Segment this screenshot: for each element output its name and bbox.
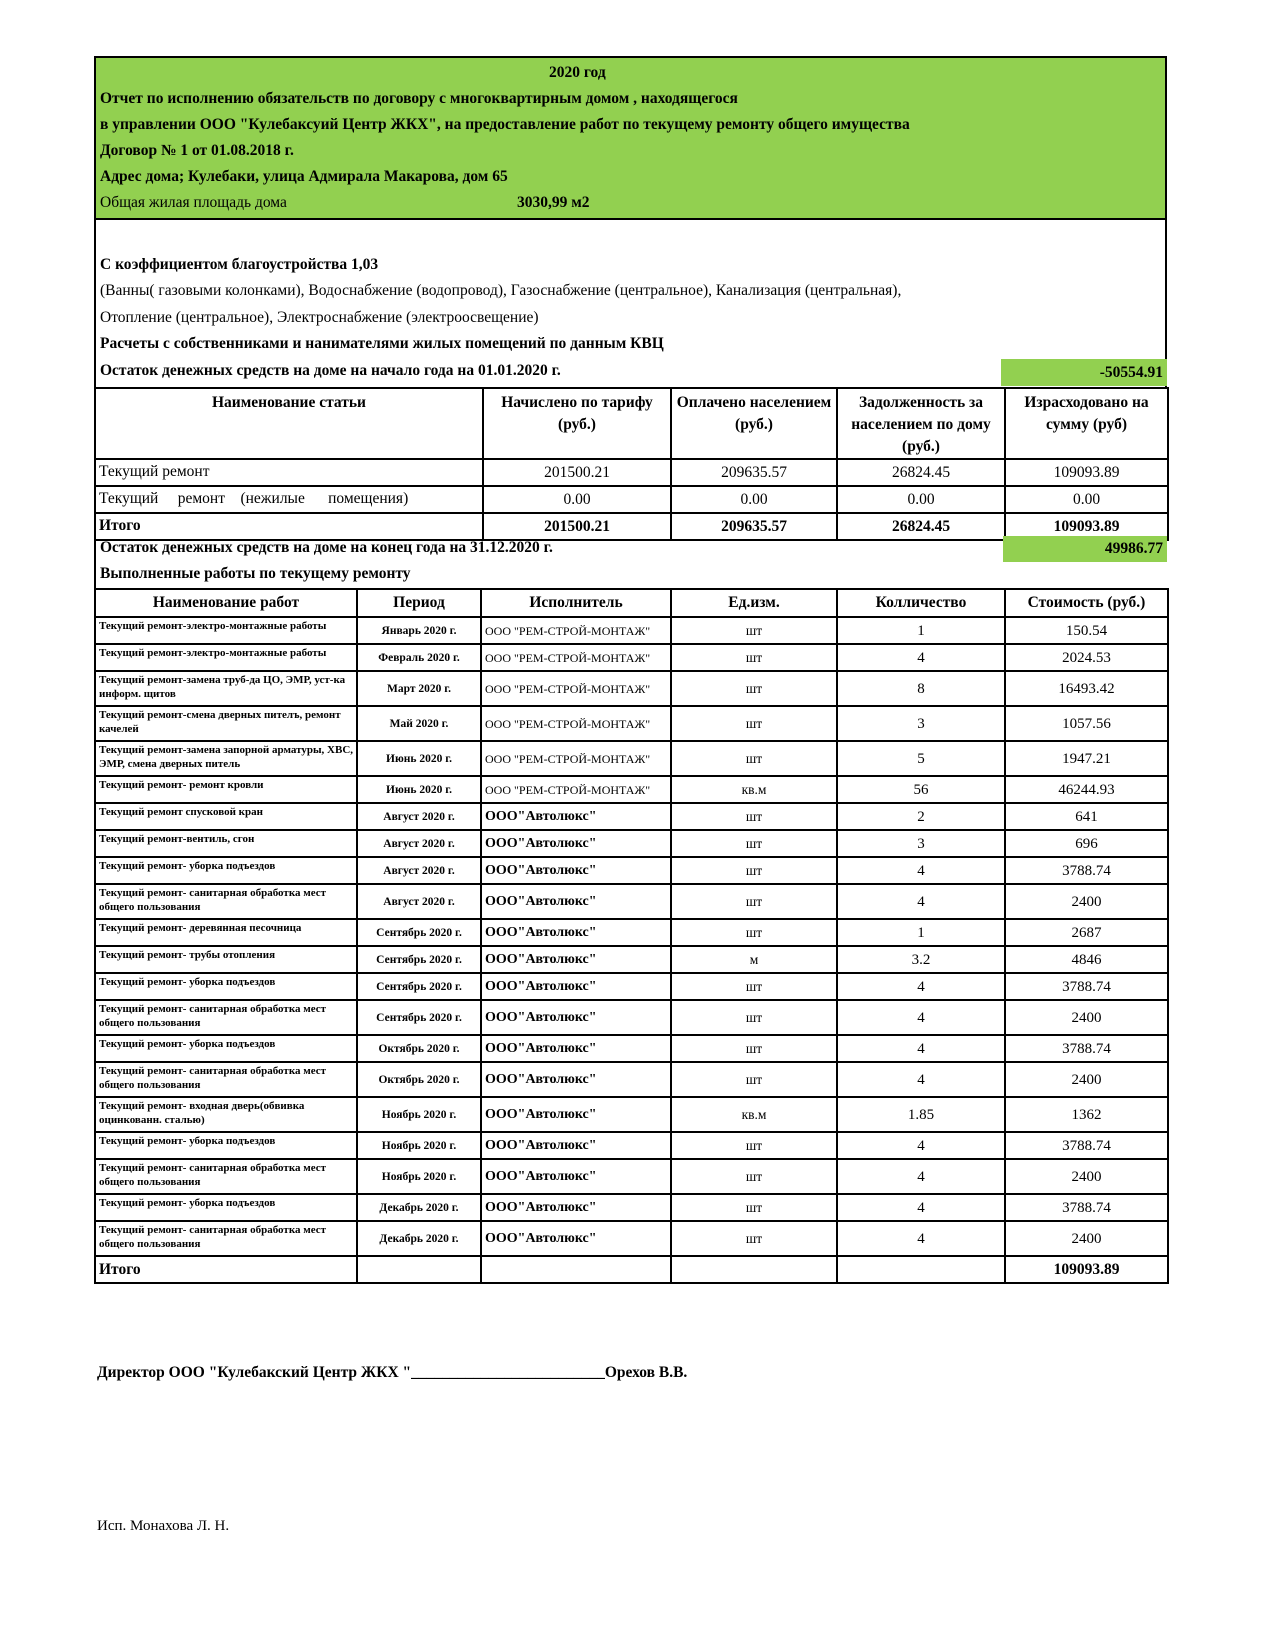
work-cost: 3788.74 (1005, 1194, 1168, 1221)
work-quantity: 1.85 (837, 1097, 1005, 1132)
settlements-title: Расчеты с собственниками и нанимателями жилых помещений по данным КВЦ (100, 335, 664, 352)
work-name: Текущий ремонт- деревянная песочница (95, 919, 357, 946)
work-period: Январь 2020 г. (357, 617, 481, 644)
col-unit: Ед.изм. (671, 589, 837, 617)
work-unit: шт (671, 973, 837, 1000)
col-paid: Оплачено населением (руб.) (671, 388, 837, 459)
work-period: Сентябрь 2020 г. (357, 1000, 481, 1035)
work-cost: 1057.56 (1005, 706, 1168, 741)
work-executor: ООО"Автолюкс" (481, 946, 671, 973)
work-executor: ООО"Автолюкс" (481, 1035, 671, 1062)
work-name: Текущий ремонт- входная дверь(обвивка оцинкованн. сталью) (95, 1097, 357, 1132)
director-signature: Директор ООО "Кулебакский Центр ЖКХ "_________________________Орехов В.В. (97, 1364, 688, 1381)
work-period: Сентябрь 2020 г. (357, 919, 481, 946)
work-cost: 3788.74 (1005, 1035, 1168, 1062)
work-quantity: 4 (837, 1221, 1005, 1256)
work-name: Текущий ремонт- уборка подъездов (95, 857, 357, 884)
work-executor: ООО "РЕМ-СТРОЙ-МОНТАЖ" (481, 776, 671, 803)
work-row (95, 1159, 1168, 1194)
col-debt: Задолженность за населением по дому (руб.) (837, 388, 1005, 459)
work-unit: кв.м (671, 776, 837, 803)
col-charged: Начислено по тарифу (руб.) (483, 388, 671, 459)
start-balance-value: -50554.91 (1001, 359, 1167, 386)
work-period: Февраль 2020 г. (357, 644, 481, 671)
paid-value: 209635.57 (671, 459, 837, 486)
work-cost: 2400 (1005, 1000, 1168, 1035)
work-cost: 696 (1005, 830, 1168, 857)
end-balance-label: Остаток денежных средств на доме на конец года на 31.12.2020 г. (100, 539, 553, 556)
spent-value: 109093.89 (1005, 459, 1168, 486)
works-total-row (95, 1256, 1168, 1283)
work-cost: 2024.53 (1005, 644, 1168, 671)
work-executor: ООО"Автолюкс" (481, 973, 671, 1000)
summary-header-row (95, 388, 1168, 459)
work-period: Сентябрь 2020 г. (357, 946, 481, 973)
work-executor: ООО"Автолюкс" (481, 1097, 671, 1132)
house-info (94, 220, 1167, 388)
work-period: Август 2020 г. (357, 857, 481, 884)
col-work-name: Наименование работ (95, 589, 357, 617)
report-title-line1: Отчет по исполнению обязательств по договору с многоквартирным домом , находящегося (100, 90, 738, 107)
work-name: Текущий ремонт-электро-монтажные работы (95, 644, 357, 671)
work-name: Текущий ремонт- уборка подъездов (95, 1194, 357, 1221)
work-unit: шт (671, 1221, 837, 1256)
work-unit: шт (671, 706, 837, 741)
house-address: Адрес дома; Кулебаки, улица Адмирала Макарова, дом 65 (100, 168, 508, 185)
work-period: Ноябрь 2020 г. (357, 1097, 481, 1132)
start-balance-label: Остаток денежных средств на доме на начало года на 01.01.2020 г. (100, 362, 561, 379)
work-cost: 2687 (1005, 919, 1168, 946)
work-executor: ООО"Автолюкс" (481, 803, 671, 830)
work-name: Текущий ремонт- санитарная обработка мест общего пользования (95, 1159, 357, 1194)
work-unit: м (671, 946, 837, 973)
work-row (95, 946, 1168, 973)
work-quantity: 4 (837, 644, 1005, 671)
works-table (94, 588, 1169, 1284)
work-row (95, 884, 1168, 919)
work-cost: 2400 (1005, 1159, 1168, 1194)
work-quantity: 4 (837, 857, 1005, 884)
work-period: Август 2020 г. (357, 884, 481, 919)
work-quantity: 56 (837, 776, 1005, 803)
work-unit: шт (671, 741, 837, 776)
work-unit: шт (671, 857, 837, 884)
amenities-line2: Отопление (центральное), Электроснабжение (электроосвещение) (100, 309, 539, 326)
summary-row (95, 486, 1168, 513)
work-executor: ООО"Автолюкс" (481, 1159, 671, 1194)
work-row (95, 1132, 1168, 1159)
col-cost: Стоимость (руб.) (1005, 589, 1168, 617)
work-row (95, 1097, 1168, 1132)
empty-cell (671, 1256, 837, 1283)
work-name: Текущий ремонт- санитарная обработка мест общего пользования (95, 884, 357, 919)
executor-note: Исп. Монахова Л. Н. (97, 1518, 230, 1534)
work-cost: 2400 (1005, 884, 1168, 919)
work-quantity: 5 (837, 741, 1005, 776)
works-total-label: Итого (95, 1256, 357, 1283)
work-quantity: 4 (837, 1062, 1005, 1097)
work-cost: 2400 (1005, 1221, 1168, 1256)
work-executor: ООО"Автолюкс" (481, 1062, 671, 1097)
living-area-label: Общая жилая площадь дома (100, 194, 287, 211)
work-unit: кв.м (671, 1097, 837, 1132)
empty-cell (357, 1256, 481, 1283)
work-cost: 3788.74 (1005, 973, 1168, 1000)
work-cost: 1362 (1005, 1097, 1168, 1132)
work-name: Текущий ремонт-вентиль, сгон (95, 830, 357, 857)
work-unit: шт (671, 1159, 837, 1194)
work-name: Текущий ремонт- санитарная обработка мест общего пользования (95, 1062, 357, 1097)
charged-value: 0.00 (483, 486, 671, 513)
work-quantity: 1 (837, 617, 1005, 644)
summary-table (94, 387, 1169, 541)
work-quantity: 1 (837, 919, 1005, 946)
work-period: Ноябрь 2020 г. (357, 1132, 481, 1159)
work-name: Текущий ремонт- санитарная обработка мест общего пользования (95, 1221, 357, 1256)
work-executor: ООО "РЕМ-СТРОЙ-МОНТАЖ" (481, 741, 671, 776)
work-unit: шт (671, 644, 837, 671)
article-name: Текущий ремонт (95, 459, 483, 486)
work-executor: ООО "РЕМ-СТРОЙ-МОНТАЖ" (481, 671, 671, 706)
work-row (95, 803, 1168, 830)
paid-total: 209635.57 (671, 513, 837, 540)
work-quantity: 4 (837, 884, 1005, 919)
work-cost: 1947.21 (1005, 741, 1168, 776)
charged-total: 201500.21 (483, 513, 671, 540)
amenities-line1: (Ванны( газовыми колонками), Водоснабжение (водопровод), Газоснабжение (центральное), Канализация (центральная), (100, 282, 902, 299)
work-executor: ООО"Автолюкс" (481, 857, 671, 884)
work-period: Октябрь 2020 г. (357, 1035, 481, 1062)
work-cost: 150.54 (1005, 617, 1168, 644)
work-name: Текущий ремонт- трубы отопления (95, 946, 357, 973)
debt-value: 26824.45 (837, 459, 1005, 486)
article-name: Текущий ремонт (нежилые помещения) (95, 486, 483, 513)
work-quantity: 4 (837, 1000, 1005, 1035)
work-name: Текущий ремонт- санитарная обработка мест общего пользования (95, 1000, 357, 1035)
work-quantity: 4 (837, 1194, 1005, 1221)
work-executor: ООО"Автолюкс" (481, 919, 671, 946)
work-unit: шт (671, 1035, 837, 1062)
work-name: Текущий ремонт- уборка подъездов (95, 1035, 357, 1062)
work-quantity: 8 (837, 671, 1005, 706)
work-executor: ООО "РЕМ-СТРОЙ-МОНТАЖ" (481, 617, 671, 644)
work-row (95, 919, 1168, 946)
work-row (95, 1000, 1168, 1035)
work-name: Текущий ремонт- ремонт кровли (95, 776, 357, 803)
work-row (95, 671, 1168, 706)
work-cost: 16493.42 (1005, 671, 1168, 706)
col-period: Период (357, 589, 481, 617)
work-unit: шт (671, 884, 837, 919)
work-quantity: 2 (837, 803, 1005, 830)
work-cost: 4846 (1005, 946, 1168, 973)
work-cost: 46244.93 (1005, 776, 1168, 803)
work-row (95, 1035, 1168, 1062)
work-unit: шт (671, 919, 837, 946)
report-title-line2: в управлении ООО "Кулебаксуий Центр ЖКХ", на предоставление работ по текущему ремонту общего имущества (100, 116, 910, 133)
col-executor: Исполнитель (481, 589, 671, 617)
work-quantity: 4 (837, 973, 1005, 1000)
work-period: Март 2020 г. (357, 671, 481, 706)
spent-total: 109093.89 (1005, 513, 1168, 540)
work-row (95, 973, 1168, 1000)
end-balance-block (94, 536, 1167, 589)
living-area-value: 3030,99 м2 (517, 194, 590, 211)
work-unit: шт (671, 803, 837, 830)
col-quantity: Колличество (837, 589, 1005, 617)
spent-value: 0.00 (1005, 486, 1168, 513)
work-period: Май 2020 г. (357, 706, 481, 741)
debt-value: 0.00 (837, 486, 1005, 513)
work-name: Текущий ремонт-замена запорной арматуры, ХВС, ЭМР, смена дверных питель (95, 741, 357, 776)
work-unit: шт (671, 617, 837, 644)
work-unit: шт (671, 1194, 837, 1221)
empty-cell (837, 1256, 1005, 1283)
work-cost: 2400 (1005, 1062, 1168, 1097)
work-executor: ООО "РЕМ-СТРОЙ-МОНТАЖ" (481, 706, 671, 741)
works-total-value: 109093.89 (1005, 1256, 1168, 1283)
work-row (95, 644, 1168, 671)
work-quantity: 4 (837, 1035, 1005, 1062)
work-unit: шт (671, 1000, 837, 1035)
work-cost: 3788.74 (1005, 1132, 1168, 1159)
work-unit: шт (671, 830, 837, 857)
work-row (95, 617, 1168, 644)
work-quantity: 4 (837, 1159, 1005, 1194)
work-unit: шт (671, 671, 837, 706)
col-spent: Израсходовано на сумму (руб) (1005, 388, 1168, 459)
work-quantity: 3.2 (837, 946, 1005, 973)
work-cost: 3788.74 (1005, 857, 1168, 884)
work-name: Текущий ремонт-смена дверных пителъ, ремонт качелей (95, 706, 357, 741)
coefficient-text: С коэффициентом благоустройства 1,03 (100, 256, 379, 273)
work-period: Август 2020 г. (357, 803, 481, 830)
work-name: Текущий ремонт-электро-монтажные работы (95, 617, 357, 644)
work-executor: ООО"Автолюкс" (481, 1000, 671, 1035)
article-name: Итого (95, 513, 483, 540)
work-executor: ООО"Автолюкс" (481, 1194, 671, 1221)
work-period: Декабрь 2020 г. (357, 1194, 481, 1221)
work-name: Текущий ремонт спусковой кран (95, 803, 357, 830)
work-row (95, 1194, 1168, 1221)
work-name: Текущий ремонт-замена труб-да ЦО, ЭМР, уст-ка информ. щитов (95, 671, 357, 706)
work-unit: шт (671, 1062, 837, 1097)
empty-cell (481, 1256, 671, 1283)
work-period: Июнь 2020 г. (357, 776, 481, 803)
work-row (95, 857, 1168, 884)
works-title: Выполненные работы по текущему ремонту (100, 565, 411, 582)
work-name: Текущий ремонт- уборка подъездов (95, 973, 357, 1000)
report-header (94, 56, 1167, 220)
work-row (95, 741, 1168, 776)
paid-value: 0.00 (671, 486, 837, 513)
work-period: Декабрь 2020 г. (357, 1221, 481, 1256)
end-balance-value: 49986.77 (1003, 536, 1167, 562)
work-executor: ООО"Автолюкс" (481, 884, 671, 919)
work-row (95, 1221, 1168, 1256)
summary-row (95, 459, 1168, 486)
works-header-row (95, 589, 1168, 617)
work-cost: 641 (1005, 803, 1168, 830)
work-quantity: 3 (837, 830, 1005, 857)
charged-value: 201500.21 (483, 459, 671, 486)
debt-total: 26824.45 (837, 513, 1005, 540)
work-period: Сентябрь 2020 г. (357, 973, 481, 1000)
work-executor: ООО "РЕМ-СТРОЙ-МОНТАЖ" (481, 644, 671, 671)
work-name: Текущий ремонт- уборка подъездов (95, 1132, 357, 1159)
work-unit: шт (671, 1132, 837, 1159)
work-quantity: 4 (837, 1132, 1005, 1159)
work-period: Июнь 2020 г. (357, 741, 481, 776)
work-row (95, 706, 1168, 741)
work-period: Август 2020 г. (357, 830, 481, 857)
report-year: 2020 год (549, 64, 606, 81)
contract-number: Договор № 1 от 01.08.2018 г. (100, 142, 294, 159)
col-article: Наименование статьи (95, 388, 483, 459)
work-period: Октябрь 2020 г. (357, 1062, 481, 1097)
work-period: Ноябрь 2020 г. (357, 1159, 481, 1194)
work-executor: ООО"Автолюкс" (481, 1221, 671, 1256)
work-quantity: 3 (837, 706, 1005, 741)
work-executor: ООО"Автолюкс" (481, 1132, 671, 1159)
work-row (95, 830, 1168, 857)
work-row (95, 1062, 1168, 1097)
work-row (95, 776, 1168, 803)
work-executor: ООО"Автолюкс" (481, 830, 671, 857)
